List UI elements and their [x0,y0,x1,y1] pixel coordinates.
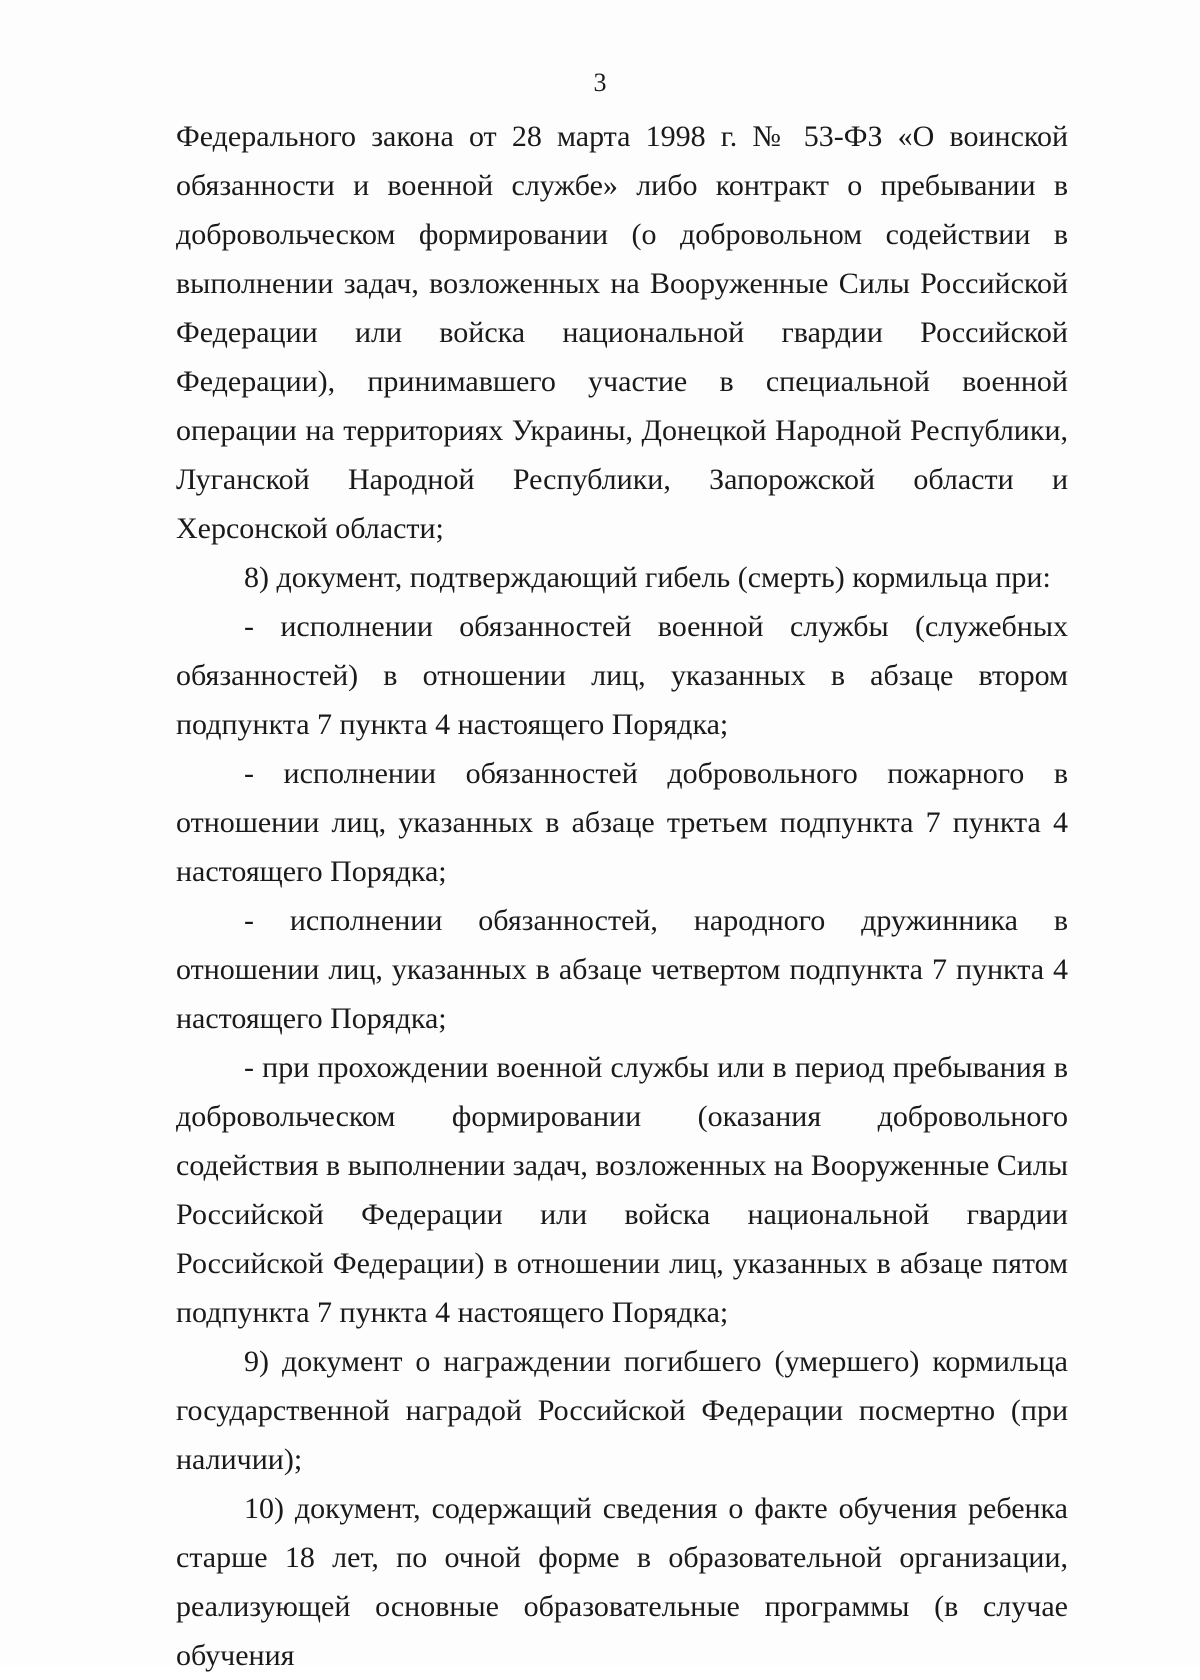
page-number: 3 [593,68,607,97]
paragraph-volunteer-formation: - при прохождении военной службы или в период пребывания в добровольческом формировании (оказания добровольного содействия в выполнении задач, возложенных на Вооруженные Силы Российской Федерации или войска национальной гвардии Российской Федерации) в отношении лиц, указанных в абзаце пятом подпункта 7 пункта 4 настоящего Порядка; [176,1051,1068,1329]
paragraph-item-8: 8) документ, подтверждающий гибель (смерть) кормильца при: [244,561,1051,594]
paragraph-continuation: Федерального закона от 28 марта 1998 г. № 53-ФЗ «О воинской обязанности и военной службе» либо контракт о пребывании в добровольческом формировании (о добровольном содействии в выполнении задач, возложенных на Вооруженные Силы Российской Федерации или войска национальной гвардии Российской Федерации), принимавшего участие в специальной военной операции на территориях Украины, Донецкой Народной Республики, Луганской Народной Республики, Запорожской области и Херсонской области; [176,120,1068,545]
paragraph-volunteer-firefighter: - исполнении обязанностей добровольного пожарного в отношении лиц, указанных в абзаце третьем подпункта 7 пункта 4 настоящего Порядка; [176,757,1068,888]
paragraph-item-9: 9) документ о награждении погибшего (умершего) кормильца государственной наградой Российской Федерации посмертно (при наличии); [176,1345,1068,1476]
paragraph-item-10: 10) документ, содержащий сведения о факте обучения ребенка старше 18 лет, по очной форме в образовательной организации, реализующей основные образовательные программы (в случае обучения [176,1492,1068,1672]
paragraph-military-service: - исполнении обязанностей военной службы (служебных обязанностей) в отношении лиц, указанных в абзаце втором подпункта 7 пункта 4 настоящего Порядка; [176,610,1068,741]
paragraph-people-guard: - исполнении обязанностей, народного дружинника в отношении лиц, указанных в абзаце четвертом подпункта 7 пункта 4 настоящего Порядка; [176,904,1068,1035]
document-text [176,112,1068,1680]
